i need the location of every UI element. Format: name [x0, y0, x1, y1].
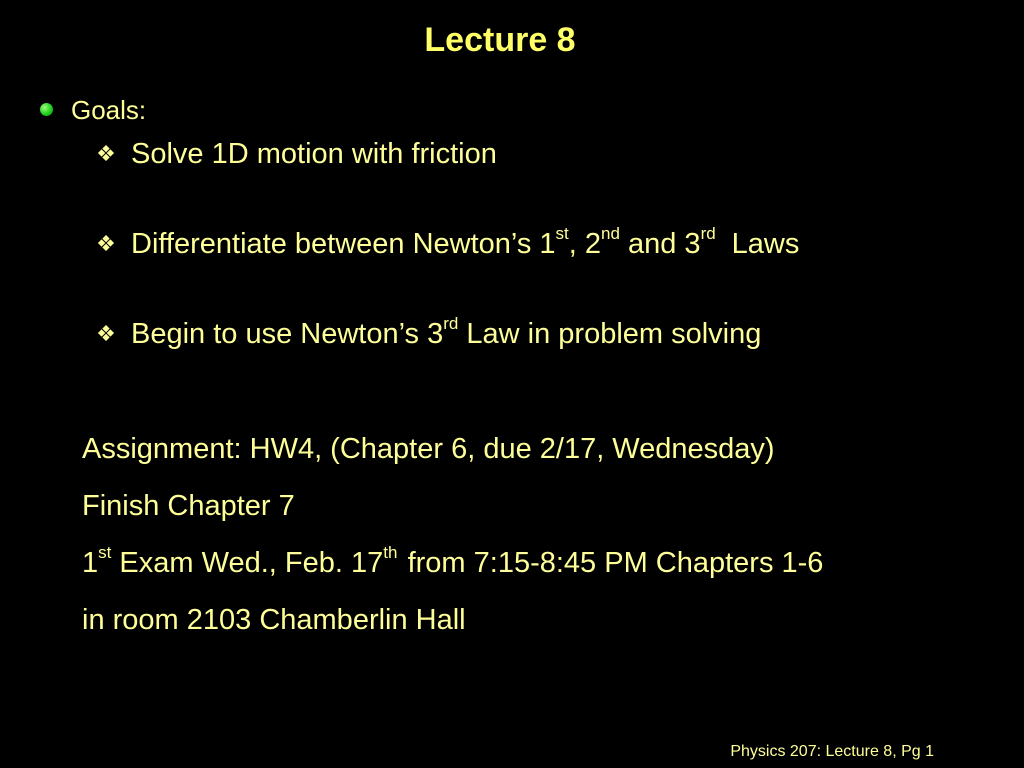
goal-item-3 [93, 314, 761, 354]
goal-item-text: Solve 1D motion with friction [131, 138, 497, 170]
goal-item-text: Begin to use Newton’s 3 [131, 318, 444, 350]
diamond-bullet-icon: ❖ [96, 231, 116, 256]
ordinal-suffix: st [555, 224, 569, 244]
diamond-bullet-icon: ❖ [96, 141, 116, 166]
finish-chapter-line: Finish Chapter 7 [82, 490, 295, 522]
exam-text: Exam Wed., Feb. 17 [111, 547, 384, 579]
ordinal-suffix: rd [443, 314, 459, 334]
ordinal-suffix: rd [700, 224, 716, 244]
slide-footer: Physics 207: Lecture 8, Pg 1 [730, 743, 934, 760]
exam-text: 1 [82, 547, 99, 579]
goals-heading-row [40, 92, 146, 128]
diamond-bullet-icon: ❖ [96, 321, 116, 346]
slide-title: Lecture 8 [424, 21, 576, 59]
goals-heading: Goals: [71, 95, 147, 125]
goal-item-text: Laws [731, 228, 800, 260]
green-bullet-icon [40, 103, 53, 116]
goal-item-text: and 3 [619, 228, 701, 260]
exam-text: from 7:15-8:45 PM Chapters 1-6 [407, 547, 824, 579]
goal-item-text: Law in problem solving [458, 318, 762, 350]
ordinal-suffix: th [383, 543, 398, 563]
goal-item-2 [93, 224, 799, 264]
goal-item-text: Differentiate between Newton’s 1 [131, 228, 556, 260]
exam-line [82, 543, 823, 583]
goal-item-1 [93, 134, 497, 174]
goal-item-text: , 2 [568, 228, 602, 260]
ordinal-suffix: nd [601, 224, 620, 244]
exam-room-line: in room 2103 Chamberlin Hall [82, 604, 466, 636]
ordinal-suffix: st [98, 543, 112, 563]
assignment-line: Assignment: HW4, (Chapter 6, due 2/17, Wednesday) [82, 433, 775, 465]
